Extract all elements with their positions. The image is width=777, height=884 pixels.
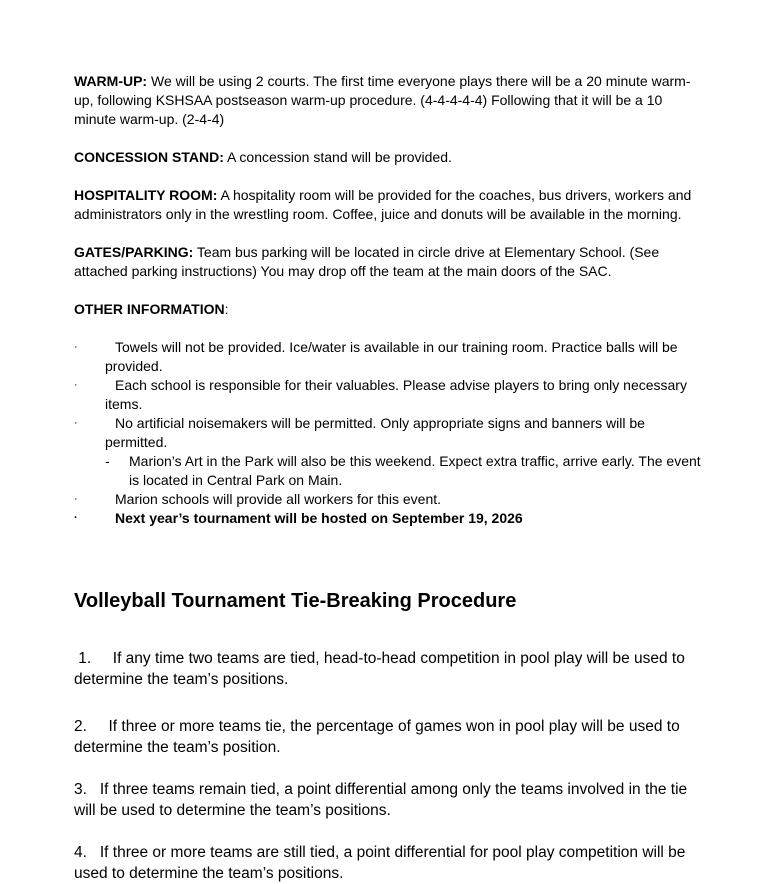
sub-list-item — [74, 452, 704, 490]
list-item — [74, 338, 704, 376]
bullet-icon: · — [74, 512, 78, 524]
warmup-paragraph — [74, 72, 704, 129]
tiebreak-text: If three teams remain tied, a point differential among only the teams involved in the tie will be used to determine the team’s positions. — [74, 781, 688, 819]
hospitality-label: HOSPITALITY ROOM: — [74, 187, 218, 203]
list-item — [74, 414, 704, 452]
tiebreak-item — [74, 716, 704, 758]
concession-text: A concession stand will be provided. — [223, 149, 452, 165]
other-info-heading — [74, 300, 704, 319]
tiebreak-item — [74, 648, 704, 690]
list-item-text: Marion’s Art in the Park will also be this weekend. Expect extra traffic, arrive early. The event is located in Central Park on Main. — [129, 453, 701, 488]
tiebreak-number: 3. — [74, 781, 100, 798]
list-item — [74, 490, 704, 509]
tiebreak-number: 2. — [74, 718, 109, 735]
tiebreak-text: If three or more teams are still tied, a point differential for pool play competition will be used to determine the team’s positions. — [74, 844, 686, 882]
gates-text: Team bus parking will be located in circle drive at Elementary School. (See attached parking instructions) You may drop off the team at the main doors of the SAC. — [74, 244, 660, 279]
bullet-icon: · — [74, 341, 78, 353]
tiebreak-text: If three or more teams tie, the percentage of games won in pool play will be used to determine the team’s position. — [74, 718, 680, 756]
warmup-text: We will be using 2 courts. The first time everyone plays there will be a 20 minute warm-up, following KSHSAA postseason warm-up procedure. (4-4-4-4-4) Following that it will be a 10 minute warm-up. (2-4-4) — [74, 73, 691, 127]
concession-paragraph — [74, 148, 704, 167]
concession-label: CONCESSION STAND: — [74, 149, 224, 165]
gates-paragraph — [74, 243, 704, 281]
tiebreak-item — [74, 779, 704, 821]
hospitality-text: A hospitality room will be provided for the coaches, bus drivers, workers and administrators only in the wrestling room. Coffee, juice and donuts will be available in the morning. — [74, 187, 692, 222]
list-item-text: Each school is responsible for their valuables. Please advise players to bring only necessary items. — [105, 377, 687, 412]
bullet-icon: · — [74, 417, 78, 429]
list-item-text: Towels will not be provided. Ice/water is available in our training room. Practice balls will be provided. — [105, 339, 678, 374]
list-item-text: Marion schools will provide all workers for this event. — [115, 491, 442, 507]
info-section — [74, 72, 704, 528]
list-item-text: Next year’s tournament will be hosted on September 19, 2026 — [115, 510, 523, 526]
tiebreak-title: Volleyball Tournament Tie-Breaking Procedure — [74, 590, 517, 612]
dash-icon: - — [105, 453, 110, 469]
tiebreak-number: 1. — [74, 650, 113, 667]
other-info-label: OTHER INFORMATION — [74, 301, 225, 317]
list-item — [74, 509, 704, 528]
warmup-label: WARM-UP: — [74, 73, 148, 89]
gates-label: GATES/PARKING: — [74, 244, 194, 260]
list-item-text: No artificial noisemakers will be permitted. Only appropriate signs and banners will be permitted. — [105, 415, 645, 450]
tiebreak-number: 4. — [74, 844, 100, 861]
hospitality-paragraph — [74, 186, 704, 224]
other-info-colon: : — [224, 301, 229, 317]
other-info-list — [74, 338, 704, 528]
list-item — [74, 376, 704, 414]
tiebreak-item — [74, 842, 704, 884]
bullet-icon: · — [74, 493, 78, 505]
bullet-icon: · — [74, 379, 78, 391]
tiebreak-text: If any time two teams are tied, head-to-head competition in pool play will be used to determine the team’s positions. — [74, 650, 685, 688]
